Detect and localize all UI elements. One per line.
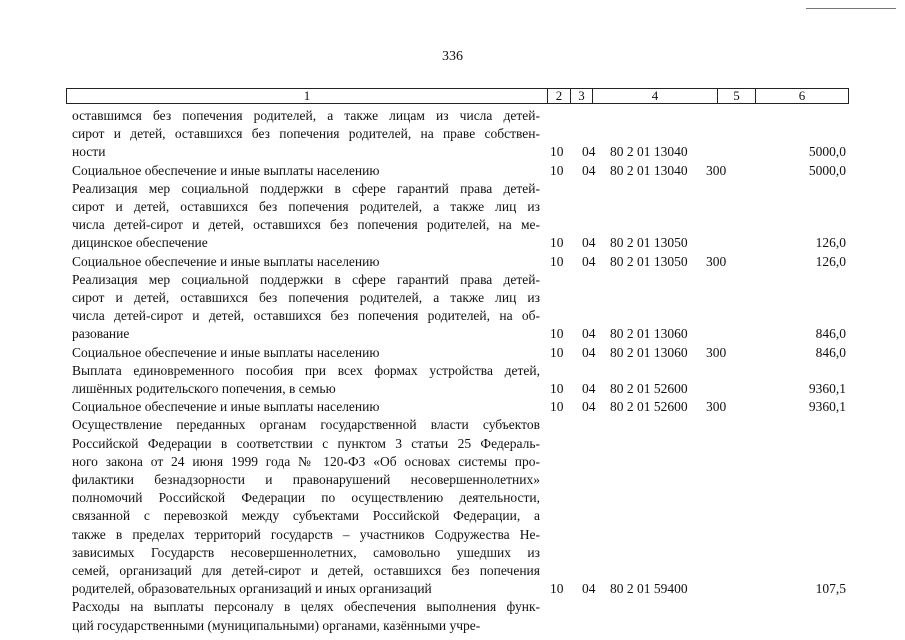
expense-type-code: 300 bbox=[706, 399, 727, 415]
description-line: числа детей-сирот и детей, оставшихся без попечения родителей, на об- bbox=[72, 308, 540, 324]
amount: 5000,0 bbox=[808, 144, 846, 160]
row-codes bbox=[72, 380, 852, 398]
description-line: ного закона от 24 июня 1999 года № 120-ФЗ «Об основах системы про- bbox=[72, 453, 540, 469]
target-article-code: 80 2 01 13040 bbox=[610, 144, 688, 160]
amount: 9360,1 bbox=[808, 399, 846, 415]
description-line: Социальное обеспечение и иные выплаты населению bbox=[72, 162, 380, 178]
row-codes bbox=[72, 234, 852, 252]
table-row bbox=[72, 398, 852, 416]
description-line: полномочий Российской Федерации по осуществлению деятельности, bbox=[72, 490, 540, 506]
description-line: Выплата единовременного пособия при всех формах устройства детей, bbox=[72, 362, 540, 378]
subsection-code: 04 bbox=[582, 144, 596, 160]
table-row bbox=[72, 362, 852, 398]
column-header-2: 2 bbox=[548, 89, 571, 103]
description-line: Расходы на выплаты персоналу в целях обеспечения выполнения функ- bbox=[72, 599, 540, 615]
description-line: сирот и детей, оставшихся без попечения родителей, а также лиц из bbox=[72, 199, 540, 215]
amount: 126,0 bbox=[815, 235, 846, 251]
row-codes bbox=[72, 617, 852, 635]
section-code: 10 bbox=[550, 344, 564, 360]
target-article-code: 80 2 01 52600 bbox=[610, 381, 688, 397]
subsection-code: 04 bbox=[582, 381, 596, 397]
target-article-code: 80 2 01 13050 bbox=[610, 235, 688, 251]
description-line: также в пределах территорий государств – участников Содружества Не- bbox=[72, 526, 540, 542]
subsection-code: 04 bbox=[582, 344, 596, 360]
subsection-code: 04 bbox=[582, 399, 596, 415]
amount: 126,0 bbox=[815, 253, 846, 269]
column-header-5: 5 bbox=[718, 89, 756, 103]
section-code: 10 bbox=[550, 144, 564, 160]
amount: 107,5 bbox=[815, 581, 846, 597]
column-header-row bbox=[66, 88, 849, 104]
target-article-code: 80 2 01 52600 bbox=[610, 399, 688, 415]
table-row bbox=[72, 162, 852, 180]
row-description bbox=[72, 416, 540, 598]
table-row bbox=[72, 416, 852, 598]
subsection-code: 04 bbox=[582, 235, 596, 251]
subsection-code: 04 bbox=[582, 326, 596, 342]
description-line: семей, организаций для детей-сирот и детей, оставшихся без попечения bbox=[72, 563, 540, 579]
subsection-code: 04 bbox=[582, 581, 596, 597]
description-line: Российской Федерации в соответствии с пунктом 3 статьи 25 Федераль- bbox=[72, 435, 540, 451]
target-article-code: 80 2 01 13060 bbox=[610, 326, 688, 342]
section-code: 10 bbox=[550, 253, 564, 269]
budget-table-body bbox=[72, 107, 852, 635]
row-codes bbox=[72, 143, 852, 161]
column-header-4: 4 bbox=[593, 89, 718, 103]
description-line: Социальное обеспечение и иные выплаты населению bbox=[72, 344, 380, 360]
description-line: зависимых Государств несовершеннолетних, самовольно ушедших из bbox=[72, 544, 540, 560]
section-code: 10 bbox=[550, 581, 564, 597]
description-line: разование bbox=[72, 326, 130, 342]
section-code: 10 bbox=[550, 381, 564, 397]
row-codes bbox=[72, 253, 852, 271]
section-code: 10 bbox=[550, 326, 564, 342]
subsection-code: 04 bbox=[582, 162, 596, 178]
amount: 846,0 bbox=[815, 344, 846, 360]
row-codes bbox=[72, 325, 852, 343]
description-line: Реализация мер социальной поддержки в сфере гарантий права детей- bbox=[72, 180, 540, 196]
corner-rule bbox=[806, 8, 896, 9]
target-article-code: 80 2 01 13060 bbox=[610, 344, 688, 360]
amount: 9360,1 bbox=[808, 381, 846, 397]
description-line: ций государственными (муниципальными) органами, казёнными учре- bbox=[72, 617, 481, 633]
expense-type-code: 300 bbox=[706, 162, 727, 178]
expense-type-code: 300 bbox=[706, 253, 727, 269]
section-code: 10 bbox=[550, 162, 564, 178]
column-header-1: 1 bbox=[67, 89, 548, 103]
row-codes bbox=[72, 344, 852, 362]
row-codes bbox=[72, 580, 852, 598]
table-row bbox=[72, 180, 852, 253]
description-line: филактики безнадзорности и правонарушений несовершеннолетних» bbox=[72, 472, 540, 488]
description-line: Осуществление переданных органам государственной власти субъектов bbox=[72, 417, 540, 433]
section-code: 10 bbox=[550, 235, 564, 251]
table-row bbox=[72, 107, 852, 162]
amount: 5000,0 bbox=[808, 162, 846, 178]
table-row bbox=[72, 344, 852, 362]
row-codes bbox=[72, 162, 852, 180]
table-row bbox=[72, 271, 852, 344]
target-article-code: 80 2 01 59400 bbox=[610, 581, 688, 597]
page-number: 336 bbox=[442, 49, 463, 64]
description-line: родителей, образовательных организаций и иных организаций bbox=[72, 581, 432, 597]
amount: 846,0 bbox=[815, 326, 846, 342]
description-line: сирот и детей, оставшихся без попечения родителей, а также лиц из bbox=[72, 290, 540, 306]
description-line: сирот и детей, оставшихся без попечения родителей, на праве собствен- bbox=[72, 126, 540, 142]
subsection-code: 04 bbox=[582, 253, 596, 269]
column-header-3: 3 bbox=[571, 89, 593, 103]
description-line: ности bbox=[72, 144, 106, 160]
description-line: лишённых родительского попечения, в семью bbox=[72, 381, 336, 397]
description-line: дицинское обеспечение bbox=[72, 235, 208, 251]
description-line: связанной с перевозкой между субъектами Российской Федерации, а bbox=[72, 508, 540, 524]
table-row bbox=[72, 598, 852, 634]
description-line: числа детей-сирот и детей, оставшихся без попечения родителей, на ме- bbox=[72, 217, 540, 233]
description-line: Реализация мер социальной поддержки в сфере гарантий права детей- bbox=[72, 271, 540, 287]
description-line: оставшимся без попечения родителей, а также лицам из числа детей- bbox=[72, 108, 540, 123]
description-line: Социальное обеспечение и иные выплаты населению bbox=[72, 399, 380, 415]
table-row bbox=[72, 253, 852, 271]
description-line: Социальное обеспечение и иные выплаты населению bbox=[72, 253, 380, 269]
column-header-6: 6 bbox=[798, 88, 806, 103]
target-article-code: 80 2 01 13050 bbox=[610, 253, 688, 269]
section-code: 10 bbox=[550, 399, 564, 415]
expense-type-code: 300 bbox=[706, 344, 727, 360]
row-codes bbox=[72, 398, 852, 416]
target-article-code: 80 2 01 13040 bbox=[610, 162, 688, 178]
